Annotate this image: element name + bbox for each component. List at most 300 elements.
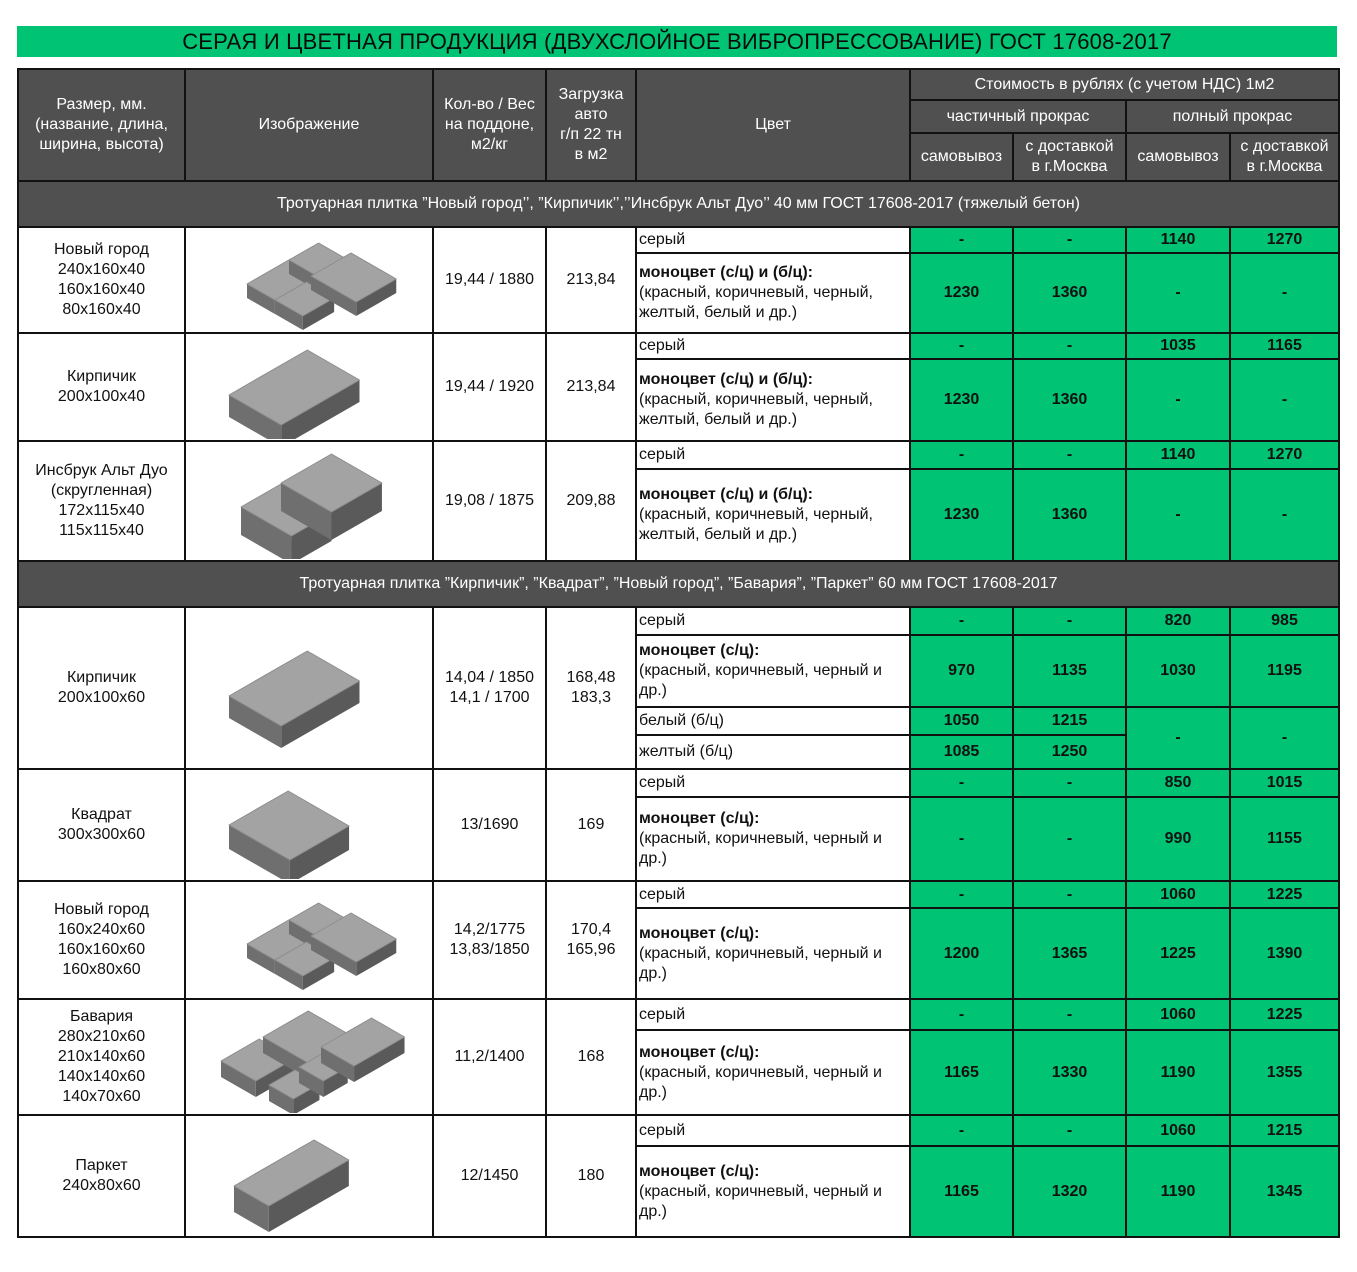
brick-tile-icon xyxy=(189,335,429,439)
color-mono-label: моноцвет (с/ц): xyxy=(639,924,760,942)
price-cell xyxy=(910,999,1013,1030)
cell-text: - xyxy=(1281,506,1288,523)
price-cell xyxy=(1230,635,1339,707)
cell-text: 172х115х40 xyxy=(58,502,145,519)
price-cell xyxy=(1013,469,1126,561)
cell-text: 1035 xyxy=(1160,337,1196,354)
cell-text: Загрузка xyxy=(558,86,624,103)
table-row xyxy=(18,607,1339,635)
price-cell xyxy=(1013,359,1126,441)
load-cell xyxy=(546,227,636,333)
cell-text: 1085 xyxy=(943,743,980,760)
cell-text: 1060 xyxy=(1160,885,1196,903)
color-list: (красный, коричневый, черный и др.) xyxy=(639,1182,882,1220)
cell-text: - xyxy=(1281,284,1288,301)
color-mono-cell xyxy=(636,359,910,441)
table-row xyxy=(18,769,1339,797)
price-cell xyxy=(1126,999,1230,1030)
cell-text: - xyxy=(958,774,965,791)
cell-text: - xyxy=(1066,774,1073,791)
page-title: СЕРАЯ И ЦВЕТНАЯ ПРОДУКЦИЯ (ДВУХСЛОЙНОЕ ВИБРОПРЕССОВАНИЕ) ГОСТ 17608-2017 xyxy=(17,26,1337,57)
cell-text: белый (б/ц) xyxy=(639,712,724,729)
price-cell xyxy=(1013,1115,1126,1146)
cell-text: 990 xyxy=(1164,830,1192,847)
cell-text: 1355 xyxy=(1266,1063,1303,1081)
cell-text: 1135 xyxy=(1052,662,1087,679)
cell-text: 160х160х40 xyxy=(57,281,146,298)
price-cell xyxy=(1126,607,1230,635)
price-cell xyxy=(1230,607,1339,635)
price-cell xyxy=(1126,707,1230,769)
price-cell xyxy=(1126,227,1230,253)
cell-text: 160х240х60 xyxy=(57,921,146,938)
cell-text: Инсбрук Альт Дуо xyxy=(35,462,168,479)
cell-text: 1195 xyxy=(1267,662,1302,679)
cell-text: 1360 xyxy=(1051,391,1088,408)
cell-text: Размер, мм. xyxy=(56,96,147,113)
color-grey-cell xyxy=(636,441,910,469)
cell-text: 19,08 / 1875 xyxy=(445,492,534,509)
cell-text: 209,88 xyxy=(566,492,616,509)
cell-text: 1250 xyxy=(1051,743,1088,760)
cell-text: 1190 xyxy=(1160,1063,1196,1081)
cell-text: 11,2/1400 xyxy=(454,1048,525,1065)
table-row xyxy=(18,1115,1339,1146)
price-cell xyxy=(1126,359,1230,441)
price-cell xyxy=(1126,908,1230,999)
cell-text: серый xyxy=(639,337,686,354)
price-cell xyxy=(1013,881,1126,908)
price-table-body xyxy=(18,69,1339,1237)
cell-text: Кирпичик xyxy=(66,669,137,686)
cell-text: самовывоз xyxy=(1137,148,1219,165)
cell-text: 1140 xyxy=(1160,231,1196,248)
table-row xyxy=(18,69,1339,100)
price-cell xyxy=(910,607,1013,635)
cell-text: 1015 xyxy=(1266,774,1303,791)
cell-text: Новый город xyxy=(54,241,149,258)
color-mono-cell xyxy=(636,1146,910,1237)
color-mono-cell xyxy=(636,1030,910,1115)
cell-text: Цвет xyxy=(755,116,791,133)
cell-text: 14,1 / 1700 xyxy=(449,689,530,706)
price-cell xyxy=(1126,797,1230,881)
product-name-cell xyxy=(18,881,185,999)
cell-text: желтый (б/ц) xyxy=(639,743,734,760)
price-cell xyxy=(1013,707,1126,735)
col-header-pickup xyxy=(1126,133,1230,181)
cell-text: 1215 xyxy=(1266,1121,1303,1139)
price-cell xyxy=(910,707,1013,735)
cell-text: полный прокрас xyxy=(1172,107,1293,125)
cell-text: (скругленная) xyxy=(50,482,153,499)
price-cell xyxy=(910,253,1013,333)
cell-text: частичный прокрас xyxy=(946,107,1090,125)
price-cell xyxy=(910,1146,1013,1237)
col-header-cost xyxy=(910,69,1339,100)
cell-text: 1230 xyxy=(943,506,980,523)
cell-text: 80х160х40 xyxy=(62,301,141,318)
cell-text: Квадрат xyxy=(71,806,132,823)
color-mono-label: моноцвет (с/ц) и (б/ц): xyxy=(639,264,813,281)
cell-text: - xyxy=(958,337,965,354)
product-image-cell xyxy=(185,441,433,561)
color-mono-cell xyxy=(636,797,910,881)
cell-text: 1230 xyxy=(943,284,980,301)
cell-text: 1030 xyxy=(1160,662,1196,679)
cell-text: на поддоне, xyxy=(444,116,535,133)
price-cell xyxy=(1013,999,1126,1030)
color-grey-cell xyxy=(636,769,910,797)
cell-text: в м2 xyxy=(574,146,608,163)
cell-text: - xyxy=(1175,729,1181,746)
cell-text: 1060 xyxy=(1160,1005,1196,1023)
color-mono-label: моноцвет (с/ц) и (б/ц): xyxy=(639,486,813,503)
product-image-cell xyxy=(185,1115,433,1237)
cell-text: 210х140х60 xyxy=(57,1048,146,1065)
cell-text: - xyxy=(958,231,965,248)
cell-text: Изображение xyxy=(258,116,360,133)
price-cell xyxy=(1230,441,1339,469)
qty-cell xyxy=(433,333,546,441)
cell-text: 1165 xyxy=(1267,337,1302,354)
cell-text: 1200 xyxy=(943,944,980,962)
price-cell xyxy=(1126,441,1230,469)
cell-text: 1330 xyxy=(1051,1063,1088,1081)
new-city-tile-icon xyxy=(189,883,429,997)
price-cell xyxy=(1013,635,1126,707)
cell-text: 1165 xyxy=(944,1182,979,1200)
cell-text: 165,96 xyxy=(566,941,616,958)
price-cell xyxy=(1126,881,1230,908)
table-row xyxy=(18,333,1339,359)
cell-text: 200х100х40 xyxy=(57,388,146,405)
cell-text: 12/1450 xyxy=(460,1167,519,1184)
square-tile-icon xyxy=(189,771,429,879)
cell-text: 1165 xyxy=(944,1063,979,1081)
product-image-cell xyxy=(185,769,433,881)
cell-text: 13,83/1850 xyxy=(449,941,530,958)
price-cell xyxy=(1230,999,1339,1030)
cell-text: 140х140х60 xyxy=(57,1068,146,1085)
price-cell xyxy=(1013,607,1126,635)
color-grey-cell xyxy=(636,607,910,635)
price-cell xyxy=(910,469,1013,561)
col-header-image xyxy=(185,69,433,181)
product-image-cell xyxy=(185,227,433,333)
product-name-cell xyxy=(18,1115,185,1237)
price-cell xyxy=(1230,227,1339,253)
cell-text: серый xyxy=(639,612,686,629)
cell-text: 200х100х60 xyxy=(57,689,146,706)
cell-text: 240х160х40 xyxy=(57,261,146,278)
color-mono-cell xyxy=(636,908,910,999)
cell-text: ширина, высота) xyxy=(39,136,164,153)
cell-text: 213,84 xyxy=(566,378,616,395)
price-cell xyxy=(1013,441,1126,469)
cell-text: - xyxy=(1066,612,1073,629)
product-name-cell xyxy=(18,999,185,1115)
col-header-color xyxy=(636,69,910,181)
cell-text: Новый город xyxy=(54,901,149,918)
brick-tile-icon xyxy=(189,610,429,766)
cell-text: - xyxy=(958,1121,965,1139)
price-table xyxy=(17,68,1340,1238)
cell-text: - xyxy=(1066,337,1073,354)
cell-text: - xyxy=(1175,391,1181,408)
cell-text: 1225 xyxy=(1266,1005,1303,1023)
qty-cell xyxy=(433,769,546,881)
price-cell xyxy=(1230,707,1339,769)
cell-text: - xyxy=(958,446,965,463)
cell-text: 1225 xyxy=(1160,944,1196,962)
color-grey-cell xyxy=(636,227,910,253)
price-cell xyxy=(910,635,1013,707)
cell-text: 1050 xyxy=(943,712,980,729)
price-cell xyxy=(1230,253,1339,333)
price-cell xyxy=(1230,469,1339,561)
price-cell xyxy=(910,769,1013,797)
cell-text: 1390 xyxy=(1266,944,1303,962)
price-cell xyxy=(910,1115,1013,1146)
cell-text: - xyxy=(1281,729,1288,746)
price-cell xyxy=(1013,1146,1126,1237)
cell-text: - xyxy=(958,1005,965,1023)
color-list: (красный, коричневый, черный, желтый, белый и др.) xyxy=(639,506,873,543)
cell-text: - xyxy=(1066,1121,1073,1139)
table-row xyxy=(18,561,1339,607)
cell-text: 1060 xyxy=(1160,1121,1196,1139)
price-cell xyxy=(910,797,1013,881)
cell-text: 115х115х40 xyxy=(59,522,144,539)
cell-text: серый xyxy=(639,446,686,463)
cell-text: - xyxy=(958,830,965,847)
price-cell xyxy=(910,735,1013,769)
cell-text: 970 xyxy=(948,662,975,679)
table-row xyxy=(18,999,1339,1030)
color-mono-label: моноцвет (с/ц): xyxy=(639,1162,760,1180)
table-row xyxy=(18,181,1339,227)
color-list: (красный, коричневый, черный и др.) xyxy=(639,662,882,699)
cell-text: в г.Москва xyxy=(1246,158,1323,175)
product-image-cell xyxy=(185,607,433,769)
cell-text: 19,44 / 1880 xyxy=(445,271,534,288)
cell-text: 140х70х60 xyxy=(62,1088,141,1105)
cell-text: Стоимость в рублях (с учетом НДС) 1м2 xyxy=(974,75,1275,93)
price-cell xyxy=(1013,253,1126,333)
price-cell xyxy=(1230,1146,1339,1237)
color-list: (красный, коричневый, черный, желтый, белый и др.) xyxy=(639,284,873,321)
product-image-cell xyxy=(185,881,433,999)
cell-text: 240х80х60 xyxy=(62,1177,141,1194)
cell-text: - xyxy=(1175,284,1181,301)
product-name-cell xyxy=(18,227,185,333)
col-header-delivery xyxy=(1013,133,1126,181)
color-list: (красный, коричневый, черный и др.) xyxy=(639,1063,882,1101)
cell-text: - xyxy=(1066,1005,1073,1023)
cell-text: 14,2/1775 xyxy=(453,921,526,938)
cell-text: 1360 xyxy=(1051,284,1088,301)
section-header xyxy=(18,561,1339,607)
cell-text: 1345 xyxy=(1266,1182,1303,1200)
price-cell xyxy=(1013,227,1126,253)
price-cell xyxy=(1230,1030,1339,1115)
product-name-cell xyxy=(18,441,185,561)
price-cell xyxy=(1126,253,1230,333)
product-name-cell xyxy=(18,333,185,441)
cell-text: 1215 xyxy=(1051,712,1088,729)
table-row xyxy=(18,881,1339,908)
color-grey-cell xyxy=(636,333,910,359)
cell-text: серый xyxy=(639,885,686,903)
color-white-cell xyxy=(636,707,910,735)
cell-text: Тротуарная плитка ”Кирпичик”, ”Квадрат”, ”Новый город”, ”Бавария”, ”Паркет” 60 мм ГОСТ 17608-2017 xyxy=(299,575,1058,592)
cell-text: в г.Москва xyxy=(1031,158,1108,175)
cell-text: 180 xyxy=(577,1167,605,1184)
cell-text: 300х300х60 xyxy=(57,826,146,843)
price-cell xyxy=(1013,769,1126,797)
color-mono-label: моноцвет (с/ц): xyxy=(639,1043,760,1061)
cell-text: 1320 xyxy=(1051,1182,1088,1200)
cell-text: 183,3 xyxy=(570,689,612,706)
cell-text: серый xyxy=(639,1005,686,1023)
price-cell xyxy=(1230,1115,1339,1146)
col-header-partial xyxy=(910,100,1126,133)
cell-text: 1230 xyxy=(943,391,980,408)
cell-text: - xyxy=(1066,830,1073,847)
load-cell xyxy=(546,769,636,881)
cell-text: Тротуарная плитка ”Новый город’’, ”Кирпичик’’,’’Инсбрук Альт Дуо’’ 40 мм ГОСТ 17608-2017 (тяжелый бетон) xyxy=(277,195,1080,212)
cell-text: 168 xyxy=(577,1048,605,1065)
cell-text: Паркет xyxy=(75,1157,128,1174)
col-header-size xyxy=(18,69,185,181)
price-cell xyxy=(910,441,1013,469)
load-cell xyxy=(546,333,636,441)
cell-text: 1365 xyxy=(1051,944,1088,962)
price-cell xyxy=(910,881,1013,908)
price-cell xyxy=(1230,333,1339,359)
cell-text: 1270 xyxy=(1266,231,1303,248)
cell-text: 985 xyxy=(1271,612,1298,629)
price-cell xyxy=(1013,1030,1126,1115)
insbruk-tile-icon xyxy=(189,443,429,559)
parquet-tile-icon xyxy=(189,1117,429,1235)
color-yellow-cell xyxy=(636,735,910,769)
product-name-cell xyxy=(18,769,185,881)
cell-text: 14,04 / 1850 xyxy=(445,669,534,686)
product-image-cell xyxy=(185,333,433,441)
price-cell xyxy=(910,1030,1013,1115)
color-list: (красный, коричневый, черный и др.) xyxy=(639,944,882,982)
col-header-pickup xyxy=(910,133,1013,181)
cell-text: 1190 xyxy=(1160,1182,1196,1200)
table-row xyxy=(18,227,1339,253)
price-cell xyxy=(1126,1030,1230,1115)
load-cell xyxy=(546,607,636,769)
cell-text: 1225 xyxy=(1266,885,1303,903)
product-image-cell xyxy=(185,999,433,1115)
price-cell xyxy=(1126,1146,1230,1237)
price-cell xyxy=(1230,359,1339,441)
color-list: (красный, коричневый, черный, желтый, белый и др.) xyxy=(639,391,873,428)
color-mono-cell xyxy=(636,635,910,707)
cell-text: с доставкой xyxy=(1025,138,1114,155)
color-grey-cell xyxy=(636,1115,910,1146)
color-mono-cell xyxy=(636,469,910,561)
cell-text: 820 xyxy=(1164,612,1192,629)
qty-cell xyxy=(433,1115,546,1237)
cell-text: (название, длина, xyxy=(35,116,168,133)
cell-text: - xyxy=(1281,391,1288,408)
bavaria-tile-icon xyxy=(189,1001,429,1113)
cell-text: 1360 xyxy=(1051,506,1088,523)
qty-cell xyxy=(433,227,546,333)
price-cell xyxy=(1230,881,1339,908)
col-header-delivery xyxy=(1230,133,1339,181)
cell-text: авто xyxy=(574,106,608,123)
cell-text: 169 xyxy=(577,816,605,833)
cell-text: - xyxy=(1066,885,1073,903)
price-cell xyxy=(1126,333,1230,359)
color-mono-label: моноцвет (с/ц): xyxy=(639,642,760,659)
cell-text: 1270 xyxy=(1266,446,1303,463)
price-cell xyxy=(910,908,1013,999)
load-cell xyxy=(546,441,636,561)
cell-text: - xyxy=(958,612,965,629)
price-cell xyxy=(1013,797,1126,881)
price-cell xyxy=(910,359,1013,441)
price-cell xyxy=(1126,769,1230,797)
cell-text: 160х80х60 xyxy=(62,961,141,978)
cell-text: - xyxy=(1066,231,1073,248)
qty-cell xyxy=(433,441,546,561)
cell-text: серый xyxy=(639,774,686,791)
cell-text: 13/1690 xyxy=(460,816,519,833)
color-grey-cell xyxy=(636,881,910,908)
load-cell xyxy=(546,999,636,1115)
cell-text: м2/кг xyxy=(470,136,509,153)
price-cell xyxy=(1013,735,1126,769)
cell-text: 160х160х60 xyxy=(57,941,146,958)
product-name-cell xyxy=(18,607,185,769)
price-cell xyxy=(1013,333,1126,359)
cell-text: - xyxy=(958,885,965,903)
color-mono-label: моноцвет (с/ц): xyxy=(639,810,760,827)
cell-text: Кирпичик xyxy=(66,368,137,385)
new-city-tile-icon xyxy=(189,228,429,332)
price-cell xyxy=(910,227,1013,253)
price-cell xyxy=(1126,635,1230,707)
cell-text: 1155 xyxy=(1267,830,1302,847)
cell-text: Бавария xyxy=(69,1008,134,1025)
cell-text: 213,84 xyxy=(566,271,616,288)
cell-text: 1140 xyxy=(1160,446,1196,463)
color-mono-cell xyxy=(636,253,910,333)
price-cell xyxy=(1230,797,1339,881)
cell-text: с доставкой xyxy=(1240,138,1329,155)
price-cell xyxy=(1126,469,1230,561)
qty-cell xyxy=(433,881,546,999)
cell-text: 19,44 / 1920 xyxy=(445,378,534,395)
price-cell xyxy=(910,333,1013,359)
cell-text: серый xyxy=(639,1121,686,1139)
color-grey-cell xyxy=(636,999,910,1030)
price-cell xyxy=(1230,769,1339,797)
qty-cell xyxy=(433,607,546,769)
col-header-qty xyxy=(433,69,546,181)
cell-text: 168,48 xyxy=(566,669,616,686)
load-cell xyxy=(546,1115,636,1237)
